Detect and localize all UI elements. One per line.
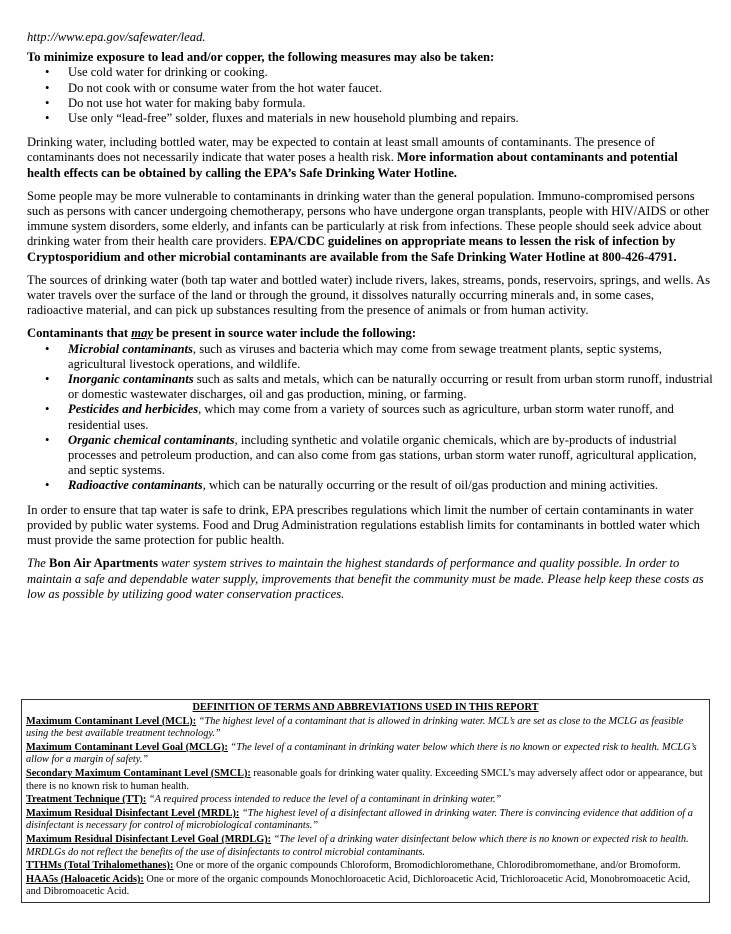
bullet-icon: • — [45, 341, 50, 356]
conservation-paragraph: The Bon Air Apartments water system strives to maintain the highest standards of performance and quality possible. In order to maintain a safe and dependable water supply, improvements that benefit the community must be made. Please help keep these costs as low as possible by utilizing good water conservation practices. — [27, 556, 704, 601]
list-item: • Do not cook with or consume water from the hot water faucet. — [45, 80, 383, 95]
bullet-icon: • — [45, 432, 50, 447]
definition-entry: Secondary Maximum Contaminant Level (SMCL): reasonable goals for drinking water quality. Exceeding SMCL’s may adversely affect odor or appearance, but there is no known risk to human health. — [26, 767, 703, 792]
definition-entry: TTHMs (Total Trihalomethanes): One or more of the organic compounds Chloroform, Bromodichloromethane, Chlorodibromomethane, and/or Bromoform. — [26, 860, 681, 872]
definition-entry: HAA5s (Haloacetic Acids): One or more of the organic compounds Monochloroacetic Acid, Dichloroacetic Acid, Trichloroacetic Acid, Monobromoacetic Acid, and Dibromoacetic Acid. — [26, 873, 691, 898]
bullet-icon: • — [45, 65, 50, 80]
list-item: • Radioactive contaminants, which can be naturally occurring or the result of oil/gas production and mining activities. — [45, 478, 659, 493]
list-item: • Organic chemical contaminants, including synthetic and volatile organic chemicals, which are by-products of industrial processes and petroleum production, and can also come from gas stations, urban storm water runoff, agricultural application, and septic systems. — [45, 432, 697, 478]
lead-measures-list — [27, 65, 713, 126]
contaminants-info-paragraph: Drinking water, including bottled water, may be expected to contain at least small amounts of contaminants. The presence of contaminants does not necessarily indicate that water poses a health risk. More information about contaminants and potential health effects can be obtained by calling the EPA’s Safe Drinking Water Hotline. — [27, 135, 678, 180]
list-item: • Use only “lead-free” solder, fluxes and materials in new household plumbing and repairs. — [45, 111, 519, 126]
list-item: • Pesticides and herbicides, which may come from a variety of sources such as agriculture, urban storm water runoff, and residential uses. — [45, 402, 674, 432]
bullet-icon: • — [45, 372, 50, 387]
bullet-icon: • — [45, 111, 50, 126]
lead-measures-heading: To minimize exposure to lead and/or copper, the following measures may also be taken: — [27, 50, 495, 65]
definition-term: Treatment Technique (TT): — [26, 794, 147, 806]
definition-entry: Maximum Residual Disinfectant Level (MRDL): “The highest level of a disinfectant allowed in drinking water. There is convincing evidence that addition of a disinfectant is necessary for control of microbiological contaminants.” — [26, 807, 693, 832]
definition-entry: Maximum Residual Disinfectant Level Goal (MRDLG): “The level of a drinking water disinfectant below which there is no known or expected risk to health. MRDLGs do not reflect the benefits of the use of disinfectants to control microbial contaminants. — [26, 833, 689, 858]
definitions-title: DEFINITION OF TERMS AND ABBREVIATIONS USED IN THIS REPORT — [192, 702, 539, 713]
regulations-paragraph: In order to ensure that tap water is safe to drink, EPA prescribes regulations which limit the number of certain contaminants in water provided by public water systems. Food and Drug Administration regulations establish limits for contaminants in bottled water which must provide the same protection for public health. — [27, 502, 700, 548]
list-item: • Inorganic contaminants such as salts and metals, which can be naturally occurring or result from urban storm runoff, industrial or domestic wastewater discharges, oil and gas production, mining, or farming. — [45, 372, 713, 402]
water-sources-paragraph: The sources of drinking water (both tap water and bottled water) include rivers, lakes, streams, ponds, reservoirs, springs, and wells. As water travels over the surface of the land or through the ground, it dissolves naturally occurring minerals and, in some cases, radioactive material, and can pick up substances resulting from the presence of animals or from human activity. — [27, 272, 711, 318]
document-page — [27, 30, 713, 610]
bullet-icon: • — [45, 402, 50, 417]
definition-entry: Maximum Contaminant Level (MCL): “The highest level of a contaminant that is allowed in drinking water. MCL’s are set as close to the MCLG as feasible using the best available treatment technology.” — [26, 715, 684, 740]
definition-term: Maximum Residual Disinfectant Level (MRDL): — [26, 807, 240, 819]
definition-entry: Treatment Technique (TT): “A required process intended to reduce the level of a contaminant in drinking water.” — [26, 794, 502, 806]
contaminants-heading: Contaminants that may be present in source water include the following: — [27, 326, 417, 341]
vulnerable-populations-paragraph: Some people may be more vulnerable to contaminants in drinking water than the general population. Immuno-compromised persons such as persons with cancer undergoing chemotherapy, persons who have undergone organ transplants, people with HIV/AIDS or other immune system disorders, some elderly, and infants can be particularly at risk from infections. These people should seek advice about drinking water from their health care providers. EPA/CDC guidelines on appropriate means to lessen the risk of infection by Cryptosporidium and other microbial contaminants are available from the Safe Drinking Water Hotline at 800-426-4791. — [27, 188, 710, 264]
list-item: • Use cold water for drinking or cooking. — [45, 65, 268, 80]
definition-term: Secondary Maximum Contaminant Level (SMCL): — [26, 767, 251, 779]
bullet-icon: • — [45, 478, 50, 493]
definition-term: Maximum Contaminant Level (MCL): — [26, 715, 197, 727]
definitions-box — [21, 699, 710, 903]
definition-term: Maximum Contaminant Level Goal (MCLG): — [26, 741, 228, 753]
hotline-callout: More information about contaminants and potential health effects can be obtained by calling the EPA’s Safe Drinking Water Hotline. — [27, 150, 678, 180]
bullet-icon: • — [45, 95, 50, 110]
may-emphasis: may — [131, 326, 153, 341]
contaminants-list — [27, 342, 713, 494]
definition-entry: Maximum Contaminant Level Goal (MCLG): “The level of a contaminant in drinking water below which there is no known or expected risk to health. MCLG’s allow for a margin of safety.” — [26, 741, 697, 766]
definition-term: TTHMs (Total Trihalomethanes): — [26, 860, 174, 872]
bullet-icon: • — [45, 80, 50, 95]
system-name: Bon Air Apartments — [49, 556, 158, 571]
definition-term: Maximum Residual Disinfectant Level Goal (MRDLG): — [26, 833, 272, 845]
list-item: • Do not use hot water for making baby formula. — [45, 95, 306, 110]
epa-lead-url: http://www.epa.gov/safewater/lead. — [27, 30, 206, 44]
epa-cdc-guidelines-callout: EPA/CDC guidelines on appropriate means to lessen the risk of infection by Cryptosporidium and other microbial contaminants are available from the Safe Drinking Water Hotline at 800-426-4791. — [27, 234, 677, 264]
list-item: • Microbial contaminants, such as viruses and bacteria which may come from sewage treatment plants, septic systems, agricultural livestock operations, and wildlife. — [45, 341, 662, 371]
definition-term: HAA5s (Haloacetic Acids): — [26, 873, 144, 885]
